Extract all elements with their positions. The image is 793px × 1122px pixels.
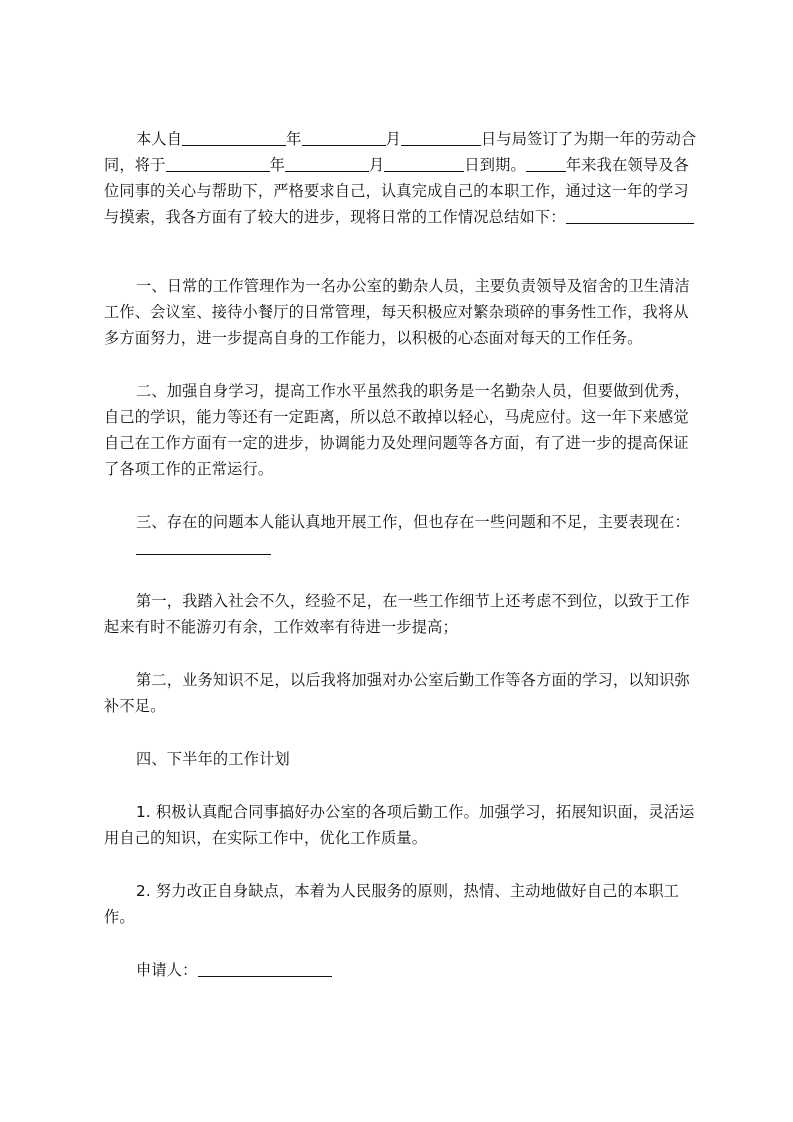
intro-text-1: 本人自 (136, 130, 183, 148)
end-day-blank[interactable] (384, 155, 464, 172)
second-issue-paragraph: 第二，业务知识不足，以后我将加强对办公室后勤工作等各方面的学习，以知识弥补不足。 (104, 671, 690, 715)
applicant-label: 申请人： (136, 961, 198, 979)
section-3-text: 三、存在的问题本人能认真地开展工作，但也存在一些问题和不足，主要表现在： (136, 513, 690, 531)
section-3-paragraph (104, 509, 700, 561)
document-body (104, 126, 700, 983)
summary-blank-b[interactable] (638, 207, 694, 224)
intro-text-3: 月 (385, 130, 401, 148)
intro-text-2: 年 (286, 130, 302, 148)
intro-text-4: 日与局签订了为期一年的劳动合同，将于 (104, 130, 697, 174)
intro-text-6: 月 (368, 156, 385, 174)
section-1-paragraph: 一、日常的工作管理作为一名办公室的勤杂人员，主要负责领导及宿舍的卫生清洁工作、会议室、接待小餐厅的日常管理，每天积极应对繁杂琐碎的事务性工作，我将从多方面努力，进一步提高自身的工作能力，以积极的心态面对每天的工作任务。 (104, 277, 690, 347)
end-year-blank[interactable] (166, 155, 270, 172)
intro-paragraph (104, 126, 700, 230)
section-4-heading: 四、下半年的工作计划 (136, 750, 290, 768)
issues-blank[interactable] (136, 538, 271, 555)
applicant-signature-blank[interactable] (198, 960, 332, 977)
intro-text-5: 年 (269, 156, 285, 174)
plan-item-1: 1. 积极认真配合同事搞好办公室的各项后勤工作。加强学习，拓展知识面，灵活运用自己的知识，在实际工作中，优化工作质量。 (104, 803, 695, 847)
year-count-blank[interactable] (526, 155, 566, 172)
intro-text-7: 日到期。 (464, 156, 526, 174)
start-day-blank[interactable] (401, 129, 481, 146)
plan-item-2: 2. 努力改正自身缺点，本着为人民服务的原则，热情、主动地做好自己的本职工作。 (104, 882, 680, 926)
intro-text-8: 年来我在领导及各位同事的关心与帮助下，严格要求自己，认真完成自己的本职工作，通过这一年的学习与摸索，我各方面有了较大的进步，现将日常的工作情况总结如下： (104, 156, 690, 226)
end-month-blank[interactable] (285, 155, 369, 172)
section-2-paragraph: 二、加强自身学习，提高工作水平虽然我的职务是一名勤杂人员，但要做到优秀，自己的学识，能力等还有一定距离，所以总不敢掉以轻心，马虎应付。这一年下来感觉自己在工作方面有一定的进步，协调能力及处理问题等各方面，有了进一步的提高保证了各项工作的正常运行。 (104, 382, 690, 478)
start-year-blank[interactable] (182, 129, 286, 146)
applicant-line (104, 957, 700, 983)
summary-blank-a[interactable] (566, 207, 638, 224)
start-month-blank[interactable] (302, 129, 386, 146)
first-issue-paragraph: 第一，我踏入社会不久，经验不足，在一些工作细节上还考虑不到位，以致于工作起来有时不能游刃有余，工作效率有待进一步提高； (104, 592, 690, 636)
issues-line (104, 535, 700, 561)
